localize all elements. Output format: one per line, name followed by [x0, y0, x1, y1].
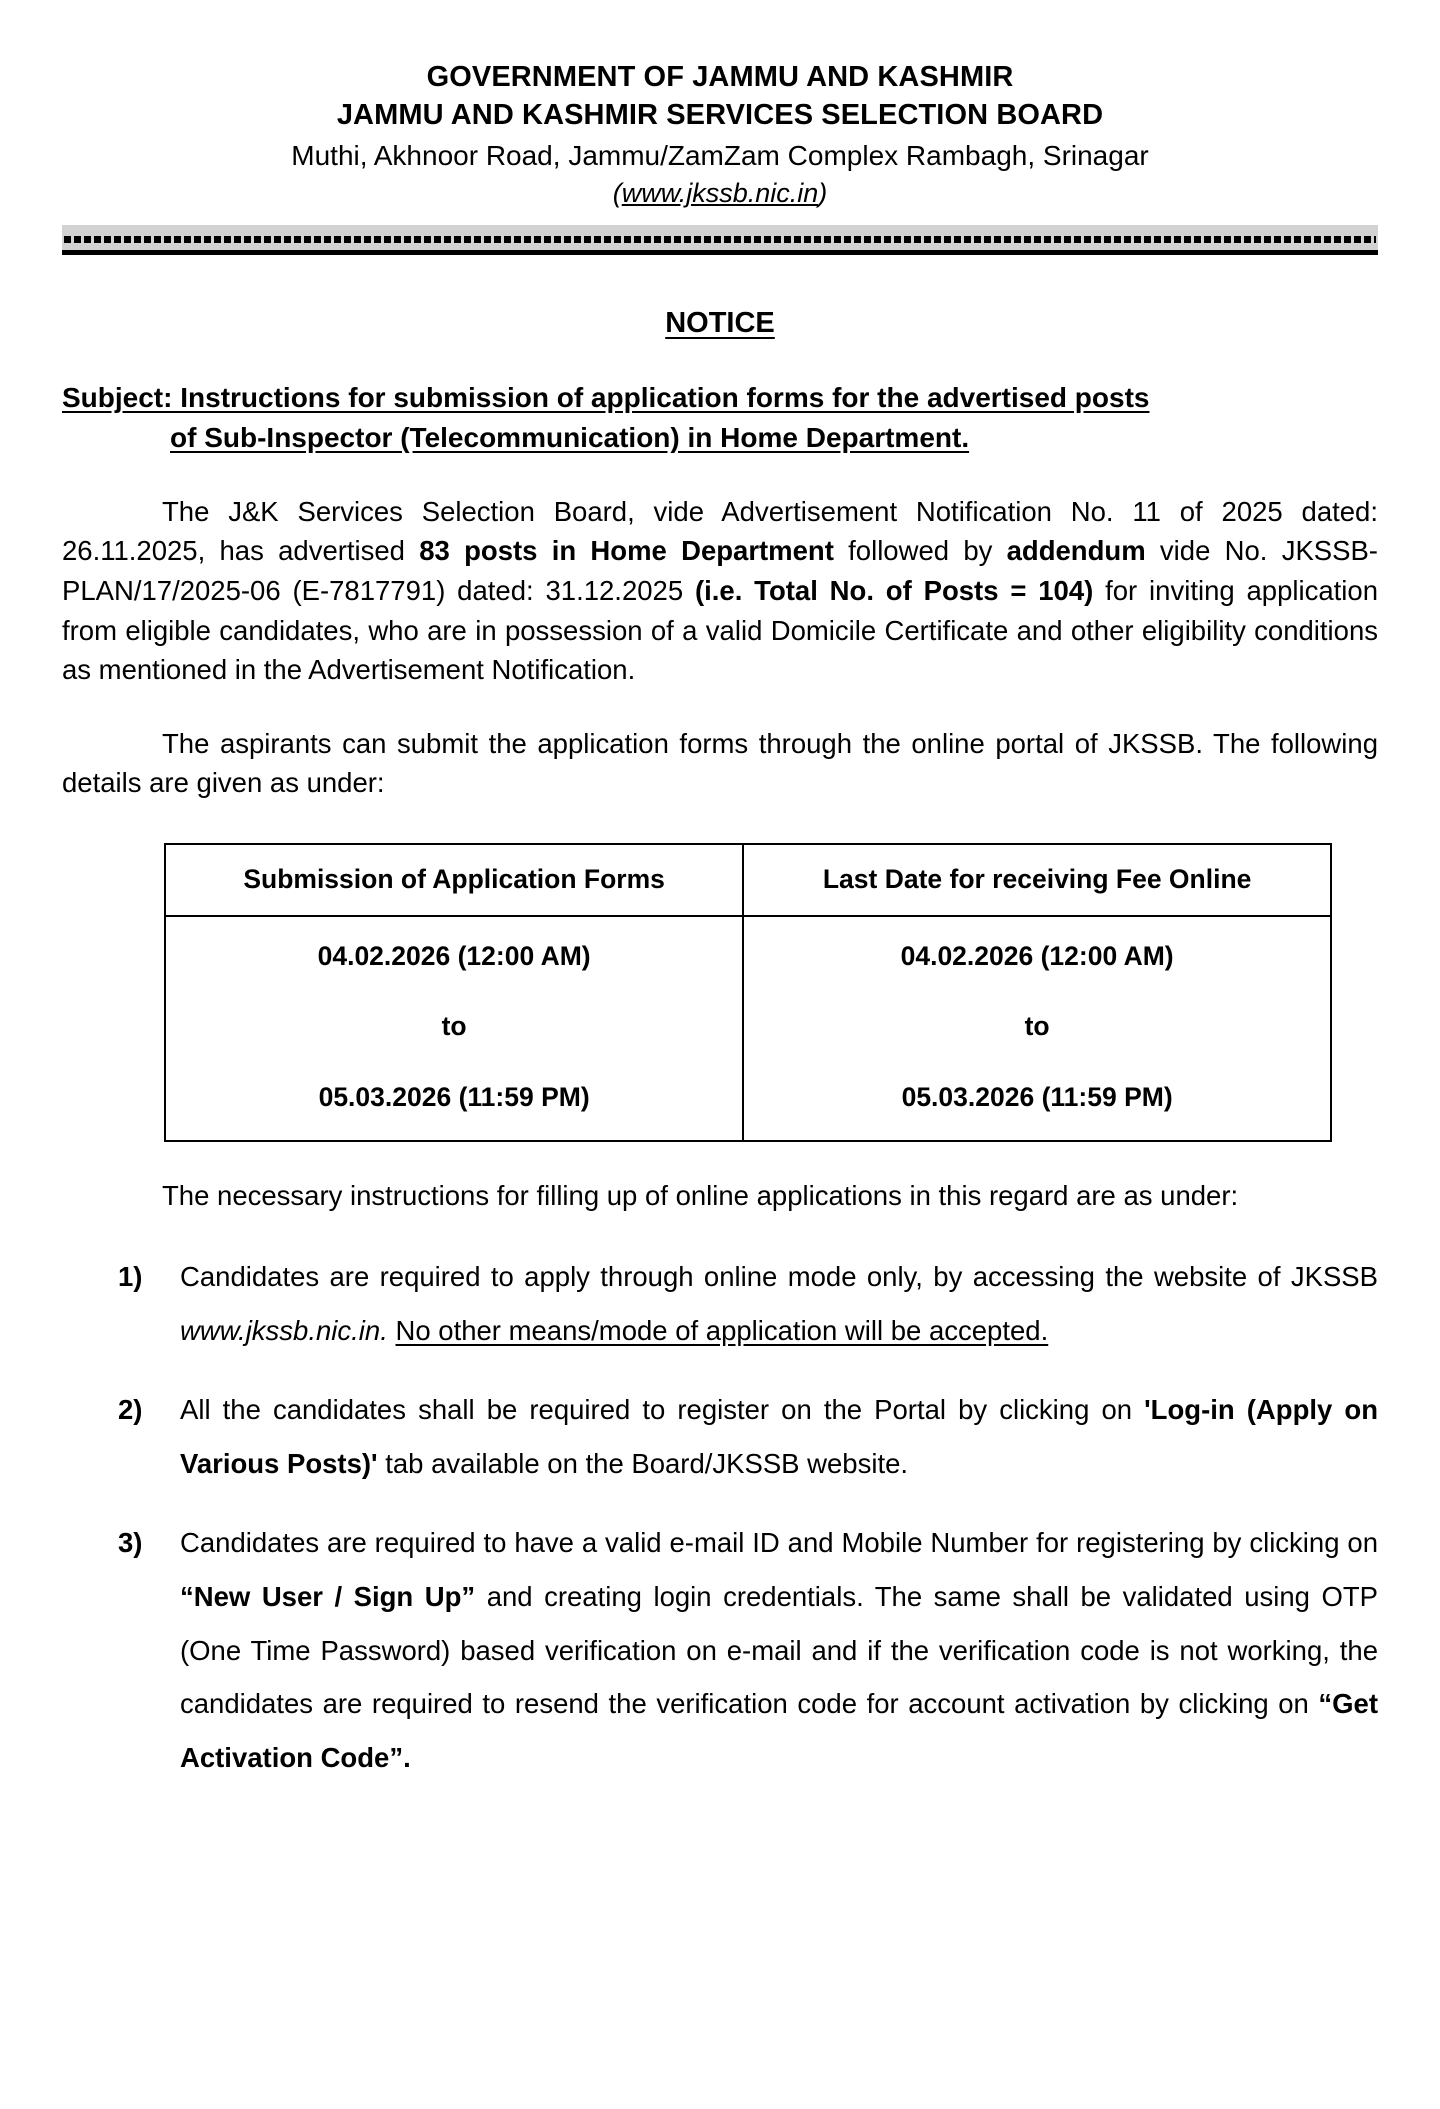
- item1-seg1: Candidates are required to apply through online mode only, by accessing the website of JKSSB: [180, 1260, 1378, 1292]
- submission-end-date: 05.03.2026 (11:59 PM): [318, 1081, 590, 1112]
- item3-seg2: and creating login credentials. The same shall be validated using OTP (One Time Password) based verification on e-mail and if the verification code is not working, the candidates are required to resend the verification code for account activation by clicking on: [180, 1581, 1378, 1720]
- p1-seg2: followed by: [833, 535, 1007, 567]
- cell-fee-dates: [743, 916, 1331, 1142]
- dates-table-head: [165, 844, 1331, 916]
- item2-seg2: tab available on the Board/JKSSB website.: [377, 1447, 909, 1479]
- list-item-marker-3: 3): [118, 1527, 143, 1559]
- list-item: [62, 1250, 1378, 1357]
- list-item: [62, 1383, 1378, 1490]
- p1-bold-addendum: addendum: [1006, 535, 1146, 567]
- subject-block: [62, 378, 1378, 458]
- list-item: [62, 1516, 1378, 1784]
- item1-underlined-note: No other means/mode of application will be accepted.: [395, 1314, 1049, 1346]
- p1-bold-posts: 83 posts in Home Department: [419, 535, 834, 567]
- divider-solid-line: [62, 250, 1378, 255]
- fee-start-date: 04.02.2026 (12:00 AM): [900, 940, 1174, 971]
- p1-seg1: The J&K Services Selection Board, vide Advertisement Notification No. 11 of 2025 dated: 26.11.2025, has advertised: [62, 495, 1378, 567]
- p1-bold-total-posts: (i.e. Total No. of Posts = 104): [694, 574, 1094, 606]
- fee-to-label: to: [1024, 1011, 1050, 1042]
- p1-seg4: for inviting application from eligible candidates, who are in possession of a valid Domicile Certificate and other eligibility conditions as mentioned in the Advertisement Notification.: [62, 574, 1378, 686]
- header-divider: [62, 225, 1378, 255]
- org-government-line: GOVERNMENT OF JAMMU AND KASHMIR: [426, 61, 1014, 93]
- subject-line-1-text: Subject: Instructions for submission of application forms for the advertised posts: [62, 382, 1150, 414]
- table-header-row: [165, 844, 1331, 916]
- page-title: NOTICE: [665, 307, 775, 340]
- cell-submission-dates: [165, 916, 743, 1142]
- p1-seg3: vide No. JKSSB-PLAN/17/2025-06 (E-7817791) dated: 31.12.2025: [62, 535, 1378, 606]
- submission-start-date: 04.02.2026 (12:00 AM): [317, 940, 591, 971]
- table-row: [165, 916, 1331, 1142]
- item3-signup-label[interactable]: “New User / Sign Up”: [180, 1581, 476, 1613]
- paragraph-online-portal: The aspirants can submit the application forms through the online portal of JKSSB. The following details are given as under:: [62, 727, 1378, 799]
- item2-seg1: All the candidates shall be required to register on the Portal by clicking on: [180, 1394, 1145, 1426]
- item3-activation-code-label[interactable]: “Get Activation Code”.: [180, 1688, 1378, 1773]
- fee-end-date: 05.03.2026 (11:59 PM): [901, 1081, 1173, 1112]
- dates-table-body: [165, 916, 1331, 1142]
- p3-seg1: The necessary instructions for filling up of online applications in this regard are as: [162, 1180, 1161, 1212]
- paren-open: (: [612, 178, 622, 209]
- subject-line-1: [62, 378, 1378, 418]
- subject-line-2: [62, 418, 1378, 458]
- item3-seg1: Candidates are required to have a valid e-mail ID and Mobile Number for registering by clicking on: [180, 1527, 1378, 1559]
- org-website: [62, 175, 1378, 211]
- p3-tail: under:: [1160, 1180, 1239, 1212]
- column-header-fee: Last Date for receiving Fee Online: [743, 844, 1331, 916]
- item1-website-italic[interactable]: www.jkssb.nic.in.: [180, 1314, 388, 1346]
- letterhead: [62, 58, 1378, 211]
- subject-line-2-text: of Sub-Inspector (Telecommunication) in Home Department.: [170, 421, 970, 453]
- list-item-marker-1: 1): [118, 1260, 143, 1292]
- dates-table-wrapper: [62, 843, 1378, 1143]
- org-board-line: JAMMU AND KASHMIR SERVICES SELECTION BOARD: [336, 99, 1104, 132]
- instructions-list: [62, 1250, 1378, 1785]
- list-item-marker-2: 2): [118, 1394, 143, 1426]
- paragraph-necessary-instructions: [62, 1176, 1378, 1216]
- divider-dashed-line: [64, 236, 1376, 243]
- website-link[interactable]: www.jkssb.nic.in: [621, 178, 819, 209]
- column-header-submission: Submission of Application Forms: [165, 844, 743, 916]
- org-address: Muthi, Akhnoor Road, Jammu/ZamZam Complex Rambagh, Srinagar: [291, 139, 1149, 171]
- dates-table: [164, 843, 1332, 1143]
- submission-to-label: to: [441, 1011, 467, 1042]
- item2-login-tab-label[interactable]: 'Log-in (Apply on Various Posts)': [180, 1394, 1378, 1479]
- paragraph-advertisement-details: [62, 492, 1378, 690]
- paren-close: ): [818, 178, 828, 209]
